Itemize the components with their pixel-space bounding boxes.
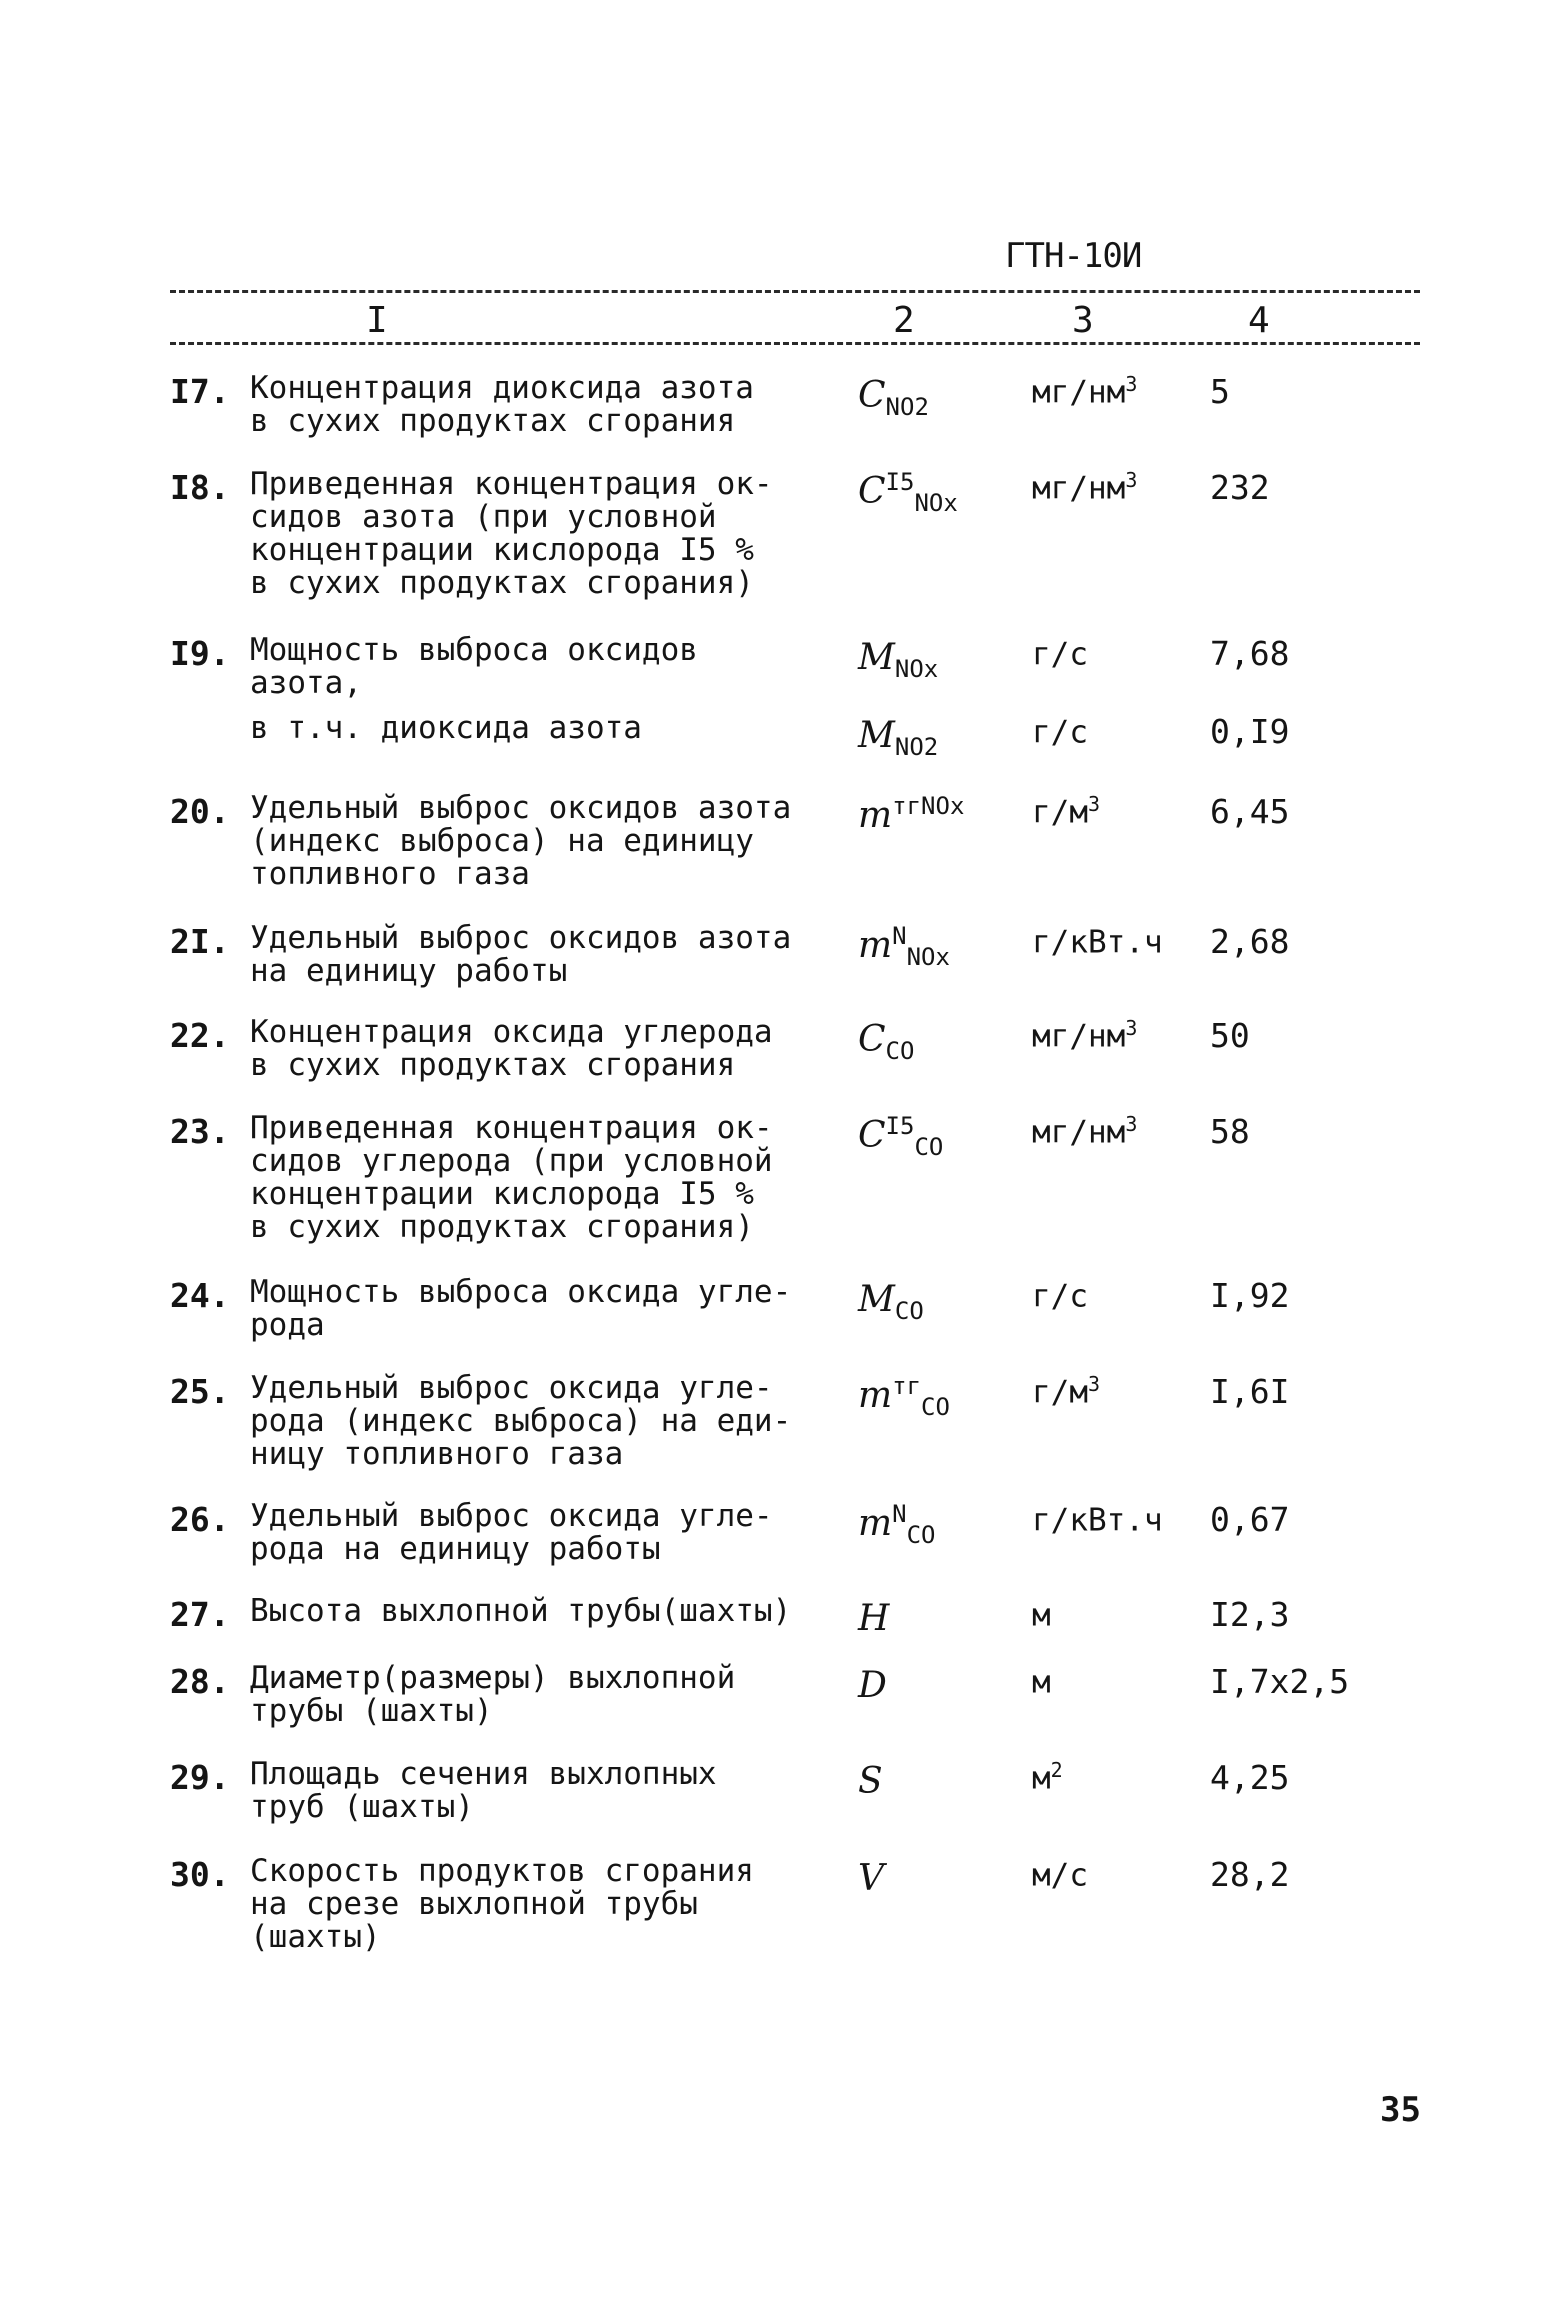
parameter-symbol: [858, 468, 1018, 517]
parameter-symbol: [858, 372, 1018, 421]
parameter-name: Концентрация оксида углерода в сухих продуктах сгорания: [250, 1014, 773, 1083]
parameter-name: Удельный выброс оксидов азота на единицу работы: [250, 920, 792, 989]
symbol-superscript: N: [892, 922, 907, 950]
parameter-symbol: [858, 634, 1018, 683]
symbol-superscript: тгNOx: [892, 792, 965, 820]
symbol-subscript: NO2: [894, 733, 939, 762]
parameter-value: I2,3: [1210, 1595, 1290, 1634]
parameter-value: 232: [1210, 468, 1270, 507]
unit-exponent: 3: [1125, 1112, 1138, 1136]
unit-base: г/с: [1032, 636, 1088, 673]
table-header-rule: [170, 342, 1420, 345]
unit-base: мг/нм: [1032, 470, 1126, 507]
parameter-unit: [1032, 792, 1192, 830]
row-number: 26.: [170, 1500, 230, 1539]
parameter-value: I,92: [1210, 1276, 1290, 1315]
unit-exponent: 3: [1088, 792, 1101, 816]
parameter-name: Удельный выброс оксида угле- рода на единицу работы: [250, 1498, 773, 1567]
unit-base: мг/нм: [1032, 374, 1126, 411]
column-header-3: 3: [1072, 300, 1094, 341]
parameter-unit: [1032, 1016, 1192, 1054]
parameter-value: 4,25: [1210, 1758, 1290, 1797]
symbol-base: S: [858, 1761, 883, 1802]
unit-base: г/с: [1032, 714, 1088, 751]
symbol-subscript: NOx: [906, 943, 950, 972]
parameter-value: 6,45: [1210, 792, 1290, 831]
parameter-name: Мощность выброса оксида угле- рода: [250, 1274, 792, 1343]
unit-base: м: [1032, 1597, 1051, 1634]
parameter-symbol: [858, 1112, 1018, 1161]
parameter-name: Приведенная концентрация ок- сидов азота (при условной концентрации кислорода I5 % в сухих продуктах сгорания): [250, 466, 773, 601]
parameter-name: Концентрация диоксида азота в сухих продуктах сгорания: [250, 370, 754, 439]
unit-base: г/с: [1032, 1278, 1088, 1315]
unit-base: м: [1032, 1760, 1051, 1797]
parameter-value: I,6I: [1210, 1372, 1290, 1411]
row-number: 23.: [170, 1112, 230, 1151]
parameter-symbol: [858, 1662, 1018, 1711]
row-number: 2I.: [170, 922, 230, 961]
parameter-name: в т.ч. диоксида азота: [250, 710, 642, 746]
document-code: ГТН-10И: [1005, 236, 1142, 276]
column-header-1: I: [366, 300, 388, 341]
row-number: 27.: [170, 1595, 230, 1634]
parameter-name: Удельный выброс оксидов азота (индекс выброса) на единицу топливного газа: [250, 790, 792, 892]
unit-exponent: 3: [1088, 1372, 1101, 1396]
symbol-subscript: CO: [906, 1521, 936, 1550]
row-number: 24.: [170, 1276, 230, 1315]
parameter-value: 58: [1210, 1112, 1250, 1151]
parameter-name: Диаметр(размеры) выхлопной трубы (шахты): [250, 1660, 736, 1729]
table-top-rule: [170, 290, 1420, 293]
parameter-name: Мощность выброса оксидов азота,: [250, 632, 698, 701]
symbol-base: H: [858, 1598, 890, 1639]
symbol-base: V: [858, 1858, 884, 1899]
row-number: I9.: [170, 634, 230, 673]
unit-base: г/м: [1032, 794, 1088, 831]
parameter-symbol: [858, 1372, 1018, 1421]
symbol-base: m: [858, 1503, 893, 1544]
row-number: I8.: [170, 468, 230, 507]
symbol-base: M: [858, 715, 895, 756]
parameter-symbol: [858, 1758, 1018, 1807]
parameter-name: Удельный выброс оксида угле- рода (индекс выброса) на еди- ницу топливного газа: [250, 1370, 792, 1472]
page-number: 35: [1380, 2090, 1421, 2130]
unit-base: мг/нм: [1032, 1018, 1126, 1055]
symbol-subscript: NO2: [885, 393, 929, 422]
symbol-superscript: N: [892, 1500, 907, 1528]
symbol-base: C: [858, 1019, 886, 1060]
row-number: 28.: [170, 1662, 230, 1701]
parameter-symbol: [858, 1500, 1018, 1549]
parameter-symbol: [858, 922, 1018, 971]
symbol-subscript: NOx: [894, 655, 939, 684]
parameter-symbol: [858, 792, 1018, 841]
column-header-2: 2: [893, 300, 915, 341]
parameter-value: 7,68: [1210, 634, 1290, 673]
parameter-name: Скорость продуктов сгорания на срезе выхлопной трубы (шахты): [250, 1853, 754, 1955]
symbol-base: C: [858, 1115, 886, 1156]
parameter-unit: [1032, 1758, 1192, 1796]
parameter-symbol: [858, 1595, 1018, 1644]
parameter-unit: [1032, 468, 1192, 506]
parameter-unit: [1032, 1855, 1192, 1893]
parameter-symbol: [858, 1016, 1018, 1065]
parameter-unit: [1032, 1372, 1192, 1410]
parameter-value: 2,68: [1210, 922, 1290, 961]
symbol-superscript: I5: [885, 1112, 915, 1140]
parameter-symbol: [858, 1276, 1018, 1325]
symbol-superscript: I5: [885, 468, 915, 496]
unit-exponent: 3: [1125, 372, 1138, 396]
parameter-value: 28,2: [1210, 1855, 1290, 1894]
symbol-base: M: [858, 637, 895, 678]
parameter-symbol: [858, 1855, 1018, 1904]
symbol-subscript: CO: [885, 1037, 915, 1066]
symbol-subscript: CO: [894, 1297, 924, 1326]
symbol-subscript: CO: [921, 1393, 950, 1422]
parameter-value: I,7x2,5: [1210, 1662, 1350, 1701]
symbol-base: m: [858, 1375, 893, 1416]
parameter-unit: [1032, 922, 1192, 960]
parameter-unit: [1032, 1500, 1192, 1538]
row-number: 22.: [170, 1016, 230, 1055]
parameter-name: Площадь сечения выхлопных труб (шахты): [250, 1756, 717, 1825]
symbol-base: D: [858, 1665, 887, 1706]
unit-exponent: 2: [1050, 1758, 1063, 1782]
parameter-name: Высота выхлопной трубы(шахты): [250, 1593, 792, 1629]
unit-base: м/с: [1032, 1857, 1088, 1894]
symbol-base: C: [858, 471, 886, 512]
parameter-value: 0,67: [1210, 1500, 1290, 1539]
parameter-unit: [1032, 1595, 1192, 1633]
parameter-unit: [1032, 634, 1192, 672]
parameter-symbol: [858, 712, 1018, 761]
unit-base: м: [1032, 1664, 1051, 1701]
parameter-unit: [1032, 372, 1192, 410]
parameter-value: 0,I9: [1210, 712, 1290, 751]
parameter-value: 50: [1210, 1016, 1250, 1055]
row-number: 30.: [170, 1855, 230, 1894]
row-number: 20.: [170, 792, 230, 831]
unit-exponent: 3: [1125, 468, 1138, 492]
parameter-unit: [1032, 1276, 1192, 1314]
row-number: I7.: [170, 372, 230, 411]
parameter-unit: [1032, 1662, 1192, 1700]
unit-exponent: 3: [1125, 1016, 1138, 1040]
unit-base: г/кВт.ч: [1032, 924, 1163, 961]
row-number: 25.: [170, 1372, 230, 1411]
symbol-base: m: [858, 925, 893, 966]
unit-base: г/м: [1032, 1374, 1088, 1411]
symbol-subscript: NOx: [914, 489, 958, 518]
symbol-base: M: [858, 1279, 895, 1320]
parameter-value: 5: [1210, 372, 1230, 411]
symbol-superscript: тг: [892, 1372, 922, 1400]
row-number: 29.: [170, 1758, 230, 1797]
symbol-base: m: [858, 795, 893, 836]
parameter-unit: [1032, 712, 1192, 750]
parameter-unit: [1032, 1112, 1192, 1150]
parameter-name: Приведенная концентрация ок- сидов углерода (при условной концентрации кислорода I5 % в сухих продуктах сгорания): [250, 1110, 773, 1245]
symbol-subscript: CO: [914, 1133, 944, 1162]
column-header-4: 4: [1248, 300, 1270, 341]
unit-base: мг/нм: [1032, 1114, 1126, 1151]
symbol-base: C: [858, 375, 886, 416]
unit-base: г/кВт.ч: [1032, 1502, 1163, 1539]
